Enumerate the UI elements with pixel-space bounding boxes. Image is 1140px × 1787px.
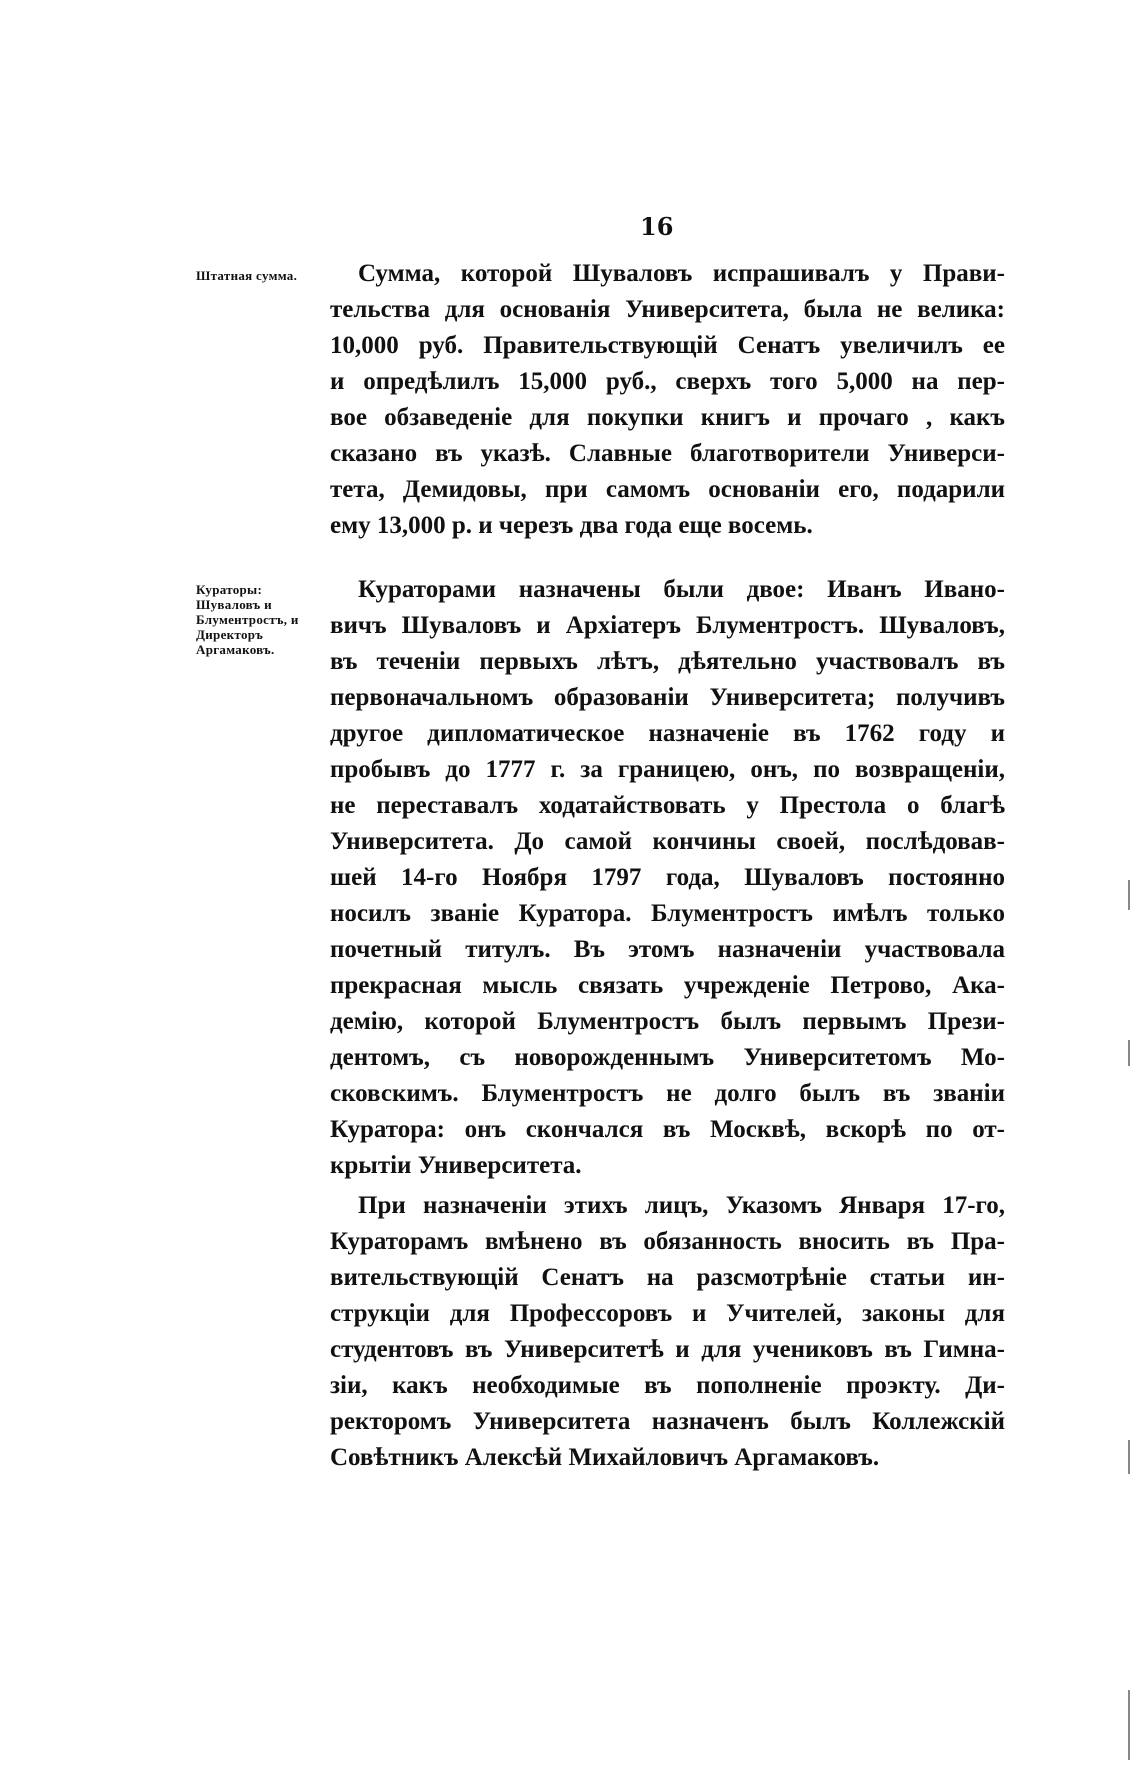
text-line: Кураторамъ вмѣнено въ обязанность вносить въ Пра- bbox=[330, 1228, 1005, 1255]
text-line: пробывъ до 1777 г. за границею, онъ, по возвращеніи, bbox=[330, 756, 1005, 783]
text-line: тета, Демидовы, при самомъ основаніи его, подарили bbox=[330, 476, 1005, 503]
text-line: первоначальномъ образованіи Университета; получивъ bbox=[330, 684, 1005, 711]
page-number: 16 bbox=[640, 212, 674, 241]
paragraph-curators bbox=[330, 572, 1005, 1184]
scan-edge-mark bbox=[1128, 1040, 1130, 1066]
scan-edge-mark bbox=[1128, 880, 1130, 910]
scan-edge-mark bbox=[1128, 1690, 1130, 1760]
text-line: крытіи Университета. bbox=[330, 1152, 582, 1179]
text-line: Университета. До самой кончины своей, послѣдовав- bbox=[330, 828, 1005, 855]
text-line: вительствующій Сенатъ на разсмотрѣніе статьи ин- bbox=[330, 1264, 1005, 1291]
text-line: Кураторами назначены были двое: Иванъ Ивано- bbox=[358, 576, 1005, 603]
scan-edge-mark bbox=[1128, 1440, 1130, 1474]
text-line: Совѣтникъ Алексѣй Михайловичъ Аргамаковъ. bbox=[330, 1444, 880, 1471]
text-line: 10,000 руб. Правительствующій Сенатъ увеличилъ ее bbox=[330, 332, 1005, 359]
margin-note-curators: Кураторы: Шуваловъ и Блументростъ, и Директоръ Аргамаковъ. bbox=[196, 582, 299, 657]
text-line: вое обзаведеніе для покупки книгъ и прочаго , какъ bbox=[330, 404, 1005, 431]
text-line: ему 13,000 р. и черезъ два года еще восемь. bbox=[330, 512, 813, 539]
text-line: студентовъ въ Университетѣ и для учениковъ въ Гимна- bbox=[330, 1336, 1005, 1363]
text-line: При назначеніи этихъ лицъ, Указомъ Января 17-го, bbox=[358, 1192, 1005, 1219]
text-line: ректоромъ Университета назначенъ былъ Коллежскій bbox=[330, 1408, 1005, 1435]
text-line: вичъ Шуваловъ и Архіатеръ Блументростъ. Шуваловъ, bbox=[330, 612, 1005, 639]
text-line: не переставалъ ходатайствовать у Престола о благѣ bbox=[330, 792, 1005, 819]
text-line: сказано въ указѣ. Славные благотворители Универси- bbox=[330, 440, 1005, 467]
text-line: и опредѣлилъ 15,000 руб., сверхъ того 5,000 на пер- bbox=[330, 368, 1005, 395]
paragraph-decree bbox=[330, 1188, 1005, 1476]
text-line: носилъ званіе Куратора. Блументростъ имѣлъ только bbox=[330, 900, 1005, 927]
text-line: демію, которой Блументростъ былъ первымъ Прези- bbox=[330, 1008, 1005, 1035]
text-line: дентомъ, съ новорожденнымъ Университетомъ Мо- bbox=[330, 1044, 1005, 1071]
text-line: прекрасная мысль связать учрежденіе Петрово, Ака- bbox=[330, 972, 1005, 999]
text-line: Куратора: онъ скончался въ Москвѣ, вскорѣ по от- bbox=[330, 1116, 1005, 1143]
text-line: другое дипломатическое назначеніе въ 1762 году и bbox=[330, 720, 1005, 747]
text-line: струкціи для Профессоровъ и Учителей, законы для bbox=[330, 1300, 1005, 1327]
text-line: въ теченіи первыхъ лѣтъ, дѣятельно участвовалъ въ bbox=[330, 648, 1005, 675]
text-line: тельства для основанія Университета, была не велика: bbox=[330, 296, 1005, 323]
text-line: шей 14-го Ноября 1797 года, Шуваловъ постоянно bbox=[330, 864, 1005, 891]
text-line: Сумма, которой Шуваловъ испрашивалъ у Прави- bbox=[358, 260, 1005, 287]
margin-note-budget: Штатная сумма. bbox=[196, 268, 298, 283]
text-line: почетный титулъ. Въ этомъ назначеніи участвовала bbox=[330, 936, 1005, 963]
text-line: зіи, какъ необходимые въ пополненіе проэкту. Ди- bbox=[330, 1372, 1005, 1399]
text-line: сковскимъ. Блументростъ не долго былъ въ званіи bbox=[330, 1080, 1005, 1107]
paragraph-budget bbox=[330, 256, 1005, 544]
